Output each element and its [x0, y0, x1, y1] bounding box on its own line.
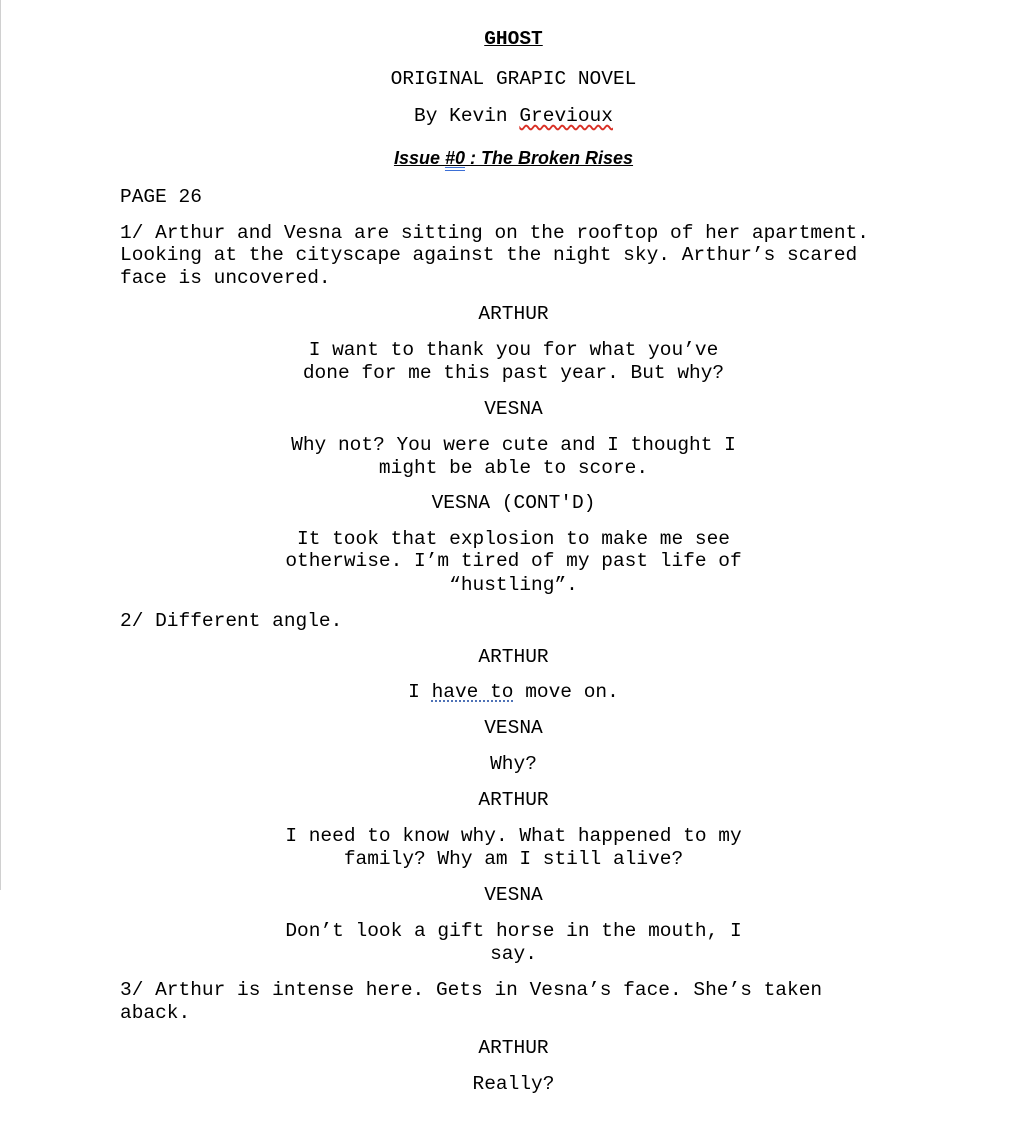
document-subtitle: ORIGINAL GRAPIC NOVEL [390, 68, 637, 90]
grammar-flagged-phrase[interactable]: have to [431, 681, 514, 703]
issue-prefix: Issue [393, 148, 445, 168]
dialogue-line: done for me this past year. But why? [302, 362, 725, 384]
dialogue-line: Why? [490, 753, 537, 775]
panel-description-line: 1/ Arthur and Vesna are sitting on the rooftop of her apartment. [120, 222, 869, 244]
character-name: ARTHUR [478, 303, 549, 325]
panel-description-line: aback. [120, 1002, 191, 1024]
dialogue-line: say. [490, 943, 537, 965]
dialogue-fragment: I [408, 681, 432, 703]
dialogue-line: I need to know why. What happened to my [285, 825, 742, 847]
issue-number: #0 [444, 148, 465, 168]
character-name: VESNA (CONT'D) [431, 492, 596, 514]
character-name: VESNA [484, 884, 543, 906]
dialogue-line [0, 681, 1018, 704]
character-name: ARTHUR [478, 646, 549, 668]
panel-description-line: Looking at the cityscape against the night sky. Arthur’s scared [120, 244, 858, 266]
panel-description-line: 3/ Arthur is intense here. Gets in Vesna’s face. She’s taken [120, 979, 823, 1001]
dialogue-line: I want to thank you for what you’ve [308, 339, 719, 361]
issue-heading [0, 147, 1018, 170]
character-name: VESNA [484, 398, 543, 420]
issue-subtitle: : The Broken Rises [465, 148, 634, 168]
dialogue-line: otherwise. I’m tired of my past life of [285, 550, 742, 572]
dialogue-line: Really? [472, 1073, 555, 1095]
dialogue-line: Don’t look a gift horse in the mouth, I [285, 920, 742, 942]
byline-prefix: By Kevin [414, 105, 520, 127]
dialogue-line: Why not? You were cute and I thought I [291, 434, 736, 456]
dialogue-line: “hustling”. [449, 574, 578, 596]
document-title: GHOST [484, 28, 543, 50]
byline-name-spellcheck-flagged[interactable]: Grevioux [519, 105, 613, 127]
dialogue-fragment: move on. [513, 681, 619, 703]
dialogue-line: might be able to score. [378, 457, 649, 479]
dialogue-line: family? Why am I still alive? [343, 848, 684, 870]
character-name: VESNA [484, 717, 543, 739]
byline [0, 105, 1018, 128]
character-name: ARTHUR [478, 789, 549, 811]
dialogue-line: It took that explosion to make me see [297, 528, 730, 550]
character-name: ARTHUR [478, 1037, 549, 1059]
panel-description-line: face is uncovered. [120, 267, 331, 289]
page-number-label: PAGE 26 [120, 186, 202, 208]
panel-description-line: 2/ Different angle. [120, 610, 343, 632]
